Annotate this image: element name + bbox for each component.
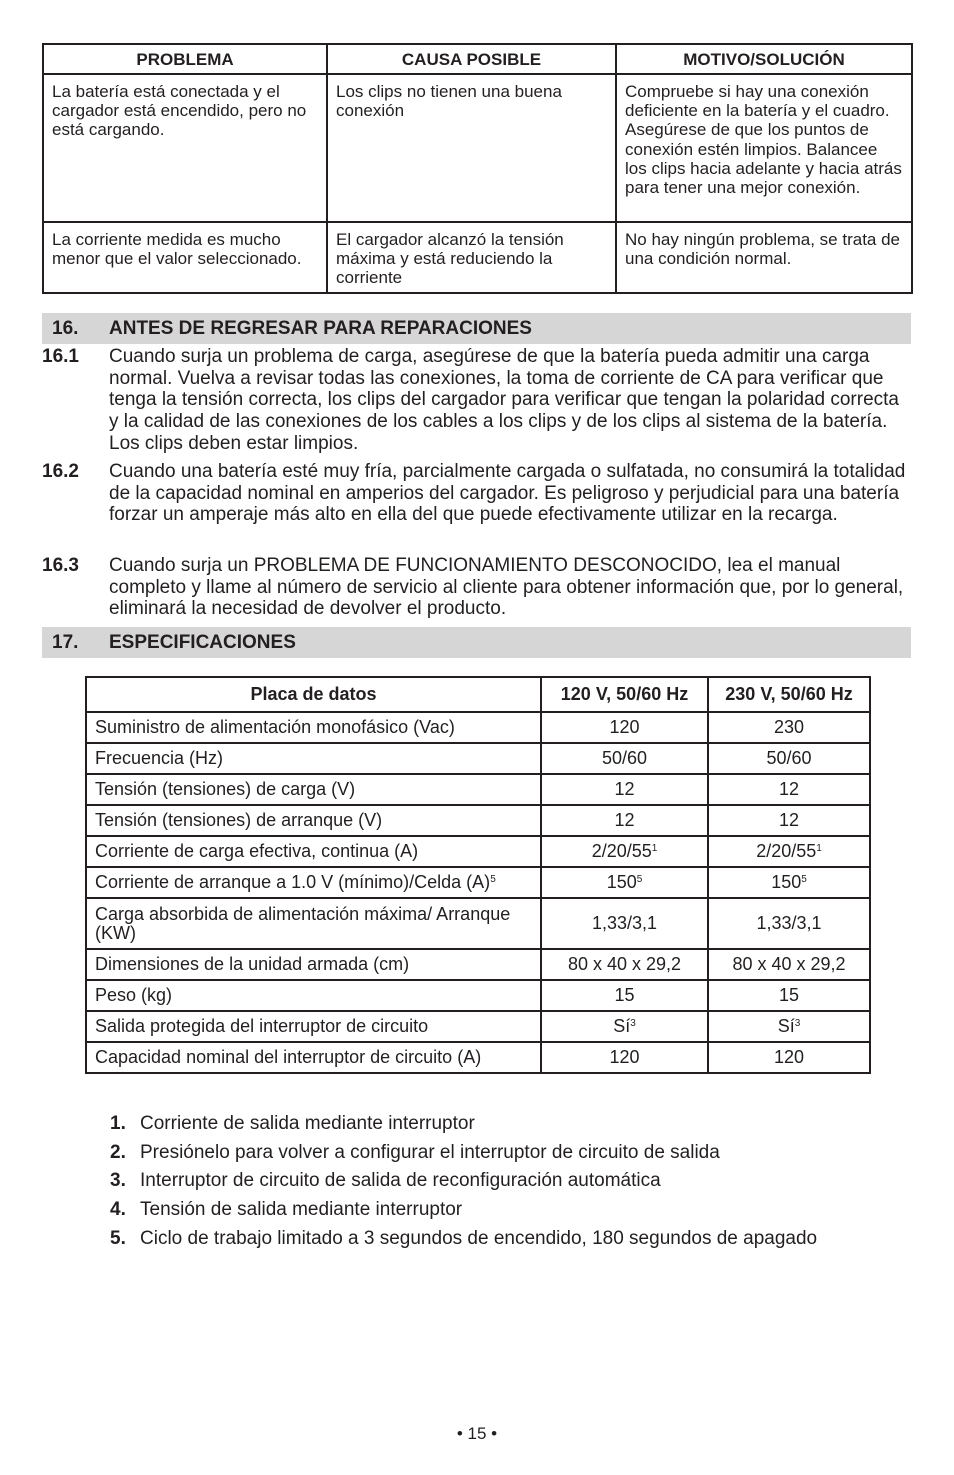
table-row bbox=[43, 74, 912, 222]
spec-value-230: 1,33/3,1 bbox=[708, 898, 870, 949]
specifications-table bbox=[85, 676, 871, 1074]
table-row bbox=[86, 949, 870, 980]
spec-value-120 bbox=[541, 836, 708, 867]
table-row bbox=[86, 898, 870, 949]
value-text: 150 bbox=[771, 872, 802, 892]
table-row bbox=[86, 836, 870, 867]
spec-value-230 bbox=[708, 1011, 870, 1042]
paragraph-text: Cuando una batería esté muy fría, parcialmente cargada o sulfatada, no consumirá la totalidad de la capacidad nominal en amperios del cargador. Es peligroso y perjudicial para una batería forzar un amperaje más alto en ella del que puede efectivamente utilizar en la recarga. bbox=[109, 461, 906, 526]
column-header: 230 V, 50/60 Hz bbox=[708, 677, 870, 712]
section-title: ESPECIFICACIONES bbox=[109, 632, 296, 653]
spec-value-120: 120 bbox=[541, 1042, 708, 1073]
table-cell: El cargador alcanzó la tensión máxima y está reduciendo la corriente bbox=[327, 222, 616, 293]
spec-label: Capacidad nominal del interruptor de circuito (A) bbox=[86, 1042, 541, 1073]
column-header: CAUSA POSIBLE bbox=[327, 44, 616, 74]
footnote-number: 5. bbox=[110, 1227, 126, 1249]
table-row bbox=[43, 222, 912, 293]
spec-label: Suministro de alimentación monofásico (Vac) bbox=[86, 712, 541, 743]
spec-value-230 bbox=[708, 867, 870, 898]
spec-value-120: 120 bbox=[541, 712, 708, 743]
spec-value-230: 120 bbox=[708, 1042, 870, 1073]
spec-value-120: 15 bbox=[541, 980, 708, 1011]
troubleshooting-table bbox=[42, 43, 913, 294]
spec-label: Salida protegida del interruptor de circuito bbox=[86, 1011, 541, 1042]
footnote-ref: 5 bbox=[636, 874, 643, 885]
spec-label: Peso (kg) bbox=[86, 980, 541, 1011]
spec-value-120 bbox=[541, 867, 708, 898]
footnote-number: 1. bbox=[110, 1113, 126, 1134]
spec-value-120: 80 x 40 x 29,2 bbox=[541, 949, 708, 980]
table-row bbox=[86, 712, 870, 743]
table-row bbox=[86, 1011, 870, 1042]
table-row bbox=[86, 743, 870, 774]
value-text: Sí bbox=[777, 1016, 795, 1036]
spec-label: Corriente de carga efectiva, continua (A) bbox=[86, 836, 541, 867]
spec-value-230 bbox=[708, 836, 870, 867]
section-17-header bbox=[42, 627, 911, 658]
footnote-ref: 3 bbox=[794, 1018, 801, 1029]
spec-value-120: 12 bbox=[541, 805, 708, 836]
paragraph-text: Cuando surja un problema de carga, asegúrese de que la batería pueda admitir una carga normal. Vuelva a revisar todas las conexiones, la toma de corriente de CA para verificar que tenga la tensión correcta, los clips del cargador para verificar que tengan la polaridad correcta y la calidad de las conexiones de los cables a los clips y de los clips al sistema de la batería. Los clips deben estar limpios. bbox=[109, 346, 900, 454]
paragraph-16-2 bbox=[42, 461, 912, 526]
table-cell: Los clips no tienen una buena conexión bbox=[327, 74, 616, 222]
table-row bbox=[86, 1042, 870, 1073]
column-header: MOTIVO/SOLUCIÓN bbox=[616, 44, 912, 74]
spec-value-230: 50/60 bbox=[708, 743, 870, 774]
section-16-header bbox=[42, 313, 911, 344]
section-number: 17. bbox=[52, 632, 79, 653]
table-cell: Compruebe si hay una conexión deficiente en la batería y el cuadro. Asegúrese de que los puntos de conexión estén limpios. Balancee los clips hacia adelante y hacia atrás para tener una mejor conexión. bbox=[616, 74, 912, 222]
spec-label bbox=[86, 867, 541, 898]
value-text: 2/20/55 bbox=[756, 841, 817, 861]
spec-label: Frecuencia (Hz) bbox=[86, 743, 541, 774]
column-header: Placa de datos bbox=[86, 677, 541, 712]
table-cell: La batería está conectada y el cargador está encendido, pero no está cargando. bbox=[43, 74, 327, 222]
footnote-number: 4. bbox=[110, 1199, 126, 1221]
footnote-number: 3. bbox=[110, 1170, 126, 1192]
table-header-row bbox=[43, 44, 912, 74]
footnote-text: Corriente de salida mediante interruptor bbox=[140, 1113, 475, 1134]
table-row bbox=[86, 805, 870, 836]
table-cell: La corriente medida es mucho menor que el valor seleccionado. bbox=[43, 222, 327, 293]
paragraph-16-1 bbox=[42, 346, 912, 455]
label-text: Corriente de arranque a 1.0 V (mínimo)/Celda (A) bbox=[95, 872, 491, 892]
table-row bbox=[86, 867, 870, 898]
table-row bbox=[86, 980, 870, 1011]
spec-value-230: 15 bbox=[708, 980, 870, 1011]
spec-value-120: 1,33/3,1 bbox=[541, 898, 708, 949]
footnote-ref: 1 bbox=[651, 843, 658, 854]
column-header: 120 V, 50/60 Hz bbox=[541, 677, 708, 712]
spec-value-120: 50/60 bbox=[541, 743, 708, 774]
paragraph-16-3 bbox=[42, 555, 912, 620]
page-number: • 15 • bbox=[456, 1424, 498, 1443]
footnote-ref: 5 bbox=[490, 874, 496, 885]
paragraph-text: Cuando surja un PROBLEMA DE FUNCIONAMIENTO DESCONOCIDO, lea el manual completo y llame al número de servicio al cliente para obtener información que, por lo general, eliminará la necesidad de devolver el producto. bbox=[109, 555, 904, 620]
column-header: PROBLEMA bbox=[43, 44, 327, 74]
spec-value-230: 12 bbox=[708, 774, 870, 805]
spec-label: Dimensiones de la unidad armada (cm) bbox=[86, 949, 541, 980]
spec-value-120 bbox=[541, 1011, 708, 1042]
section-number: 16. bbox=[52, 318, 79, 339]
footnote-ref: 3 bbox=[630, 1018, 636, 1029]
value-text: Sí bbox=[613, 1016, 631, 1036]
footnote-text: Presiónelo para volver a configurar el interruptor de circuito de salida bbox=[140, 1141, 720, 1163]
spec-value-230: 12 bbox=[708, 805, 870, 836]
footnote-text: Ciclo de trabajo limitado a 3 segundos de encendido, 180 segundos de apagado bbox=[140, 1227, 818, 1249]
spec-value-120: 12 bbox=[541, 774, 708, 805]
footnote-ref: 1 bbox=[816, 843, 822, 854]
spec-label: Carga absorbida de alimentación máxima/ Arranque (KW) bbox=[86, 898, 541, 949]
table-header-row bbox=[86, 677, 870, 712]
footnote-text: Interruptor de circuito de salida de reconfiguración automática bbox=[140, 1170, 661, 1192]
value-text: 2/20/55 bbox=[591, 841, 652, 861]
table-cell: No hay ningún problema, se trata de una condición normal. bbox=[616, 222, 912, 293]
footnote-ref: 5 bbox=[801, 874, 807, 885]
spec-value-230: 80 x 40 x 29,2 bbox=[708, 949, 870, 980]
value-text: 150 bbox=[606, 872, 637, 892]
spec-label: Tensión (tensiones) de carga (V) bbox=[86, 774, 541, 805]
paragraph-number: 16.3 bbox=[42, 555, 79, 576]
paragraph-number: 16.2 bbox=[42, 461, 79, 482]
spec-label: Tensión (tensiones) de arranque (V) bbox=[86, 805, 541, 836]
section-title: ANTES DE REGRESAR PARA REPARACIONES bbox=[109, 318, 532, 339]
paragraph-number: 16.1 bbox=[42, 346, 79, 367]
table-row bbox=[86, 774, 870, 805]
footnote-text: Tensión de salida mediante interruptor bbox=[140, 1199, 463, 1221]
footnote-number: 2. bbox=[110, 1141, 126, 1163]
spec-value-230: 230 bbox=[708, 712, 870, 743]
